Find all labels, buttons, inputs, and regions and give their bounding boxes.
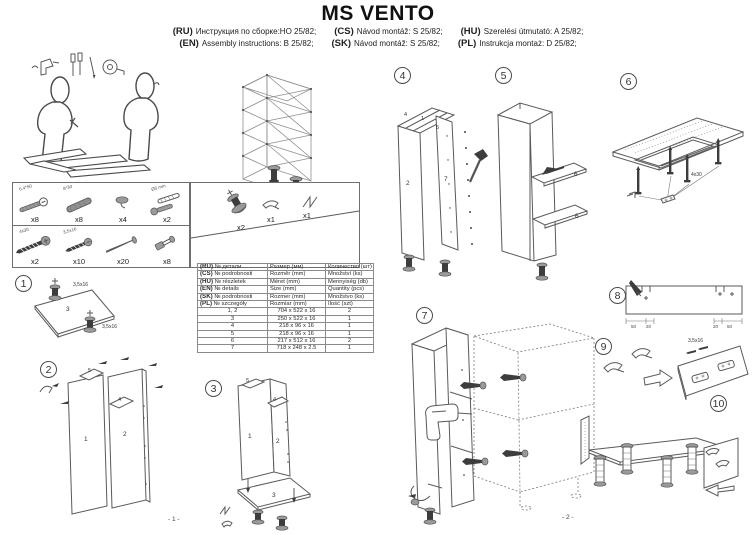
attach-arrow-icon	[706, 485, 734, 496]
table-cell: 4	[198, 323, 268, 330]
table-cell: 250 x 522 x 16	[268, 315, 326, 322]
table-cell: 218 x 96 x 16	[268, 323, 326, 330]
dim-value: 20	[713, 324, 719, 329]
dim-label: 6,4*50	[18, 183, 33, 192]
lang-en	[179, 38, 313, 49]
step-1-diagram	[28, 272, 198, 360]
hardware-qty: x8	[75, 215, 83, 224]
table-header-row	[198, 271, 374, 278]
step-5-diagram	[490, 85, 600, 285]
dim-label: 3,5x16	[62, 226, 77, 235]
screwdriver-icon	[71, 53, 82, 76]
step-6-badge: 6	[620, 73, 637, 90]
part-label: 6	[574, 171, 578, 178]
table-cell: 704 x 522 x 16	[268, 308, 326, 315]
table-cell: (SK) № podrobnosti	[198, 293, 268, 300]
table-cell: 1	[326, 330, 374, 337]
table-cell: (EN) № details	[198, 286, 268, 293]
table-cell: Mennyiség (db)	[326, 278, 374, 285]
hardware-item	[57, 226, 101, 267]
table-header-row	[198, 286, 374, 293]
table-cell: 218 x 96 x 16	[268, 330, 326, 337]
table-row	[198, 337, 374, 344]
wire-bracket-icon	[303, 197, 317, 207]
table-cell: Množství (ks)	[326, 271, 374, 278]
step-7-diagram	[398, 300, 598, 525]
step-2-diagram	[30, 356, 205, 526]
dim-value: 50	[631, 324, 637, 329]
part-label: 1	[421, 116, 425, 122]
table-row	[198, 323, 374, 330]
part-label: 2	[406, 180, 410, 187]
table-cell: Quantity (pcs)	[326, 286, 374, 293]
hardware-item	[101, 226, 145, 267]
table-cell: Množstvo (ks)	[326, 293, 374, 300]
lang-text: Návod montáž: S 25/82;	[356, 27, 443, 36]
lang-sk	[331, 38, 439, 49]
loose-qty: x1	[303, 211, 311, 220]
person-right	[124, 73, 159, 161]
adjustable-foot-icon	[424, 508, 436, 524]
page-title: MS VENTO	[321, 2, 435, 25]
frame-joints	[242, 74, 312, 159]
table-row	[198, 345, 374, 352]
table-cell: Rozmer (mm)	[268, 293, 326, 300]
screw-small-icon	[686, 346, 708, 354]
step-6-diagram	[605, 100, 750, 210]
hardware-box-row2	[12, 225, 190, 268]
table-cell: 6	[198, 337, 268, 344]
table-cell: 3	[198, 315, 268, 322]
lang-hu	[461, 26, 584, 37]
part-label: 3	[66, 306, 70, 313]
dim-label: 8*30	[62, 183, 73, 192]
table-cell: (CS) № podrobnosti	[198, 271, 268, 278]
table-cell: 1	[326, 315, 374, 322]
neighbor-cabinet-dashed	[474, 324, 594, 510]
loose-qty: x2	[237, 223, 245, 232]
part-label: 4	[404, 112, 408, 118]
table-cell: Rozměr (mm)	[268, 271, 326, 278]
step-3-badge: 3	[205, 380, 222, 397]
apply-arrow-icon	[644, 370, 672, 386]
table-cell: (RU) № детали	[198, 264, 268, 271]
plinth-clip-icon	[263, 201, 279, 209]
parts-table	[197, 263, 374, 353]
adjustable-foot-icon	[536, 263, 548, 280]
hardware-qty: x4	[119, 215, 127, 224]
wire-bracket-icon	[220, 507, 232, 527]
hardware-qty: x8	[163, 257, 171, 266]
part-label: 7	[444, 176, 448, 183]
part-label: 3	[272, 492, 276, 499]
shelf-sleeve-icon	[145, 229, 189, 257]
dim-label: 4x30	[18, 226, 30, 235]
step-1-badge: 1	[15, 275, 32, 292]
hardware-item	[145, 183, 189, 225]
lang-code: (RU)	[172, 26, 193, 37]
table-cell: 1	[326, 345, 374, 352]
lang-cs	[334, 26, 442, 37]
table-cell: 5	[198, 330, 268, 337]
hardware-item	[13, 226, 57, 267]
dim-label: Ø5 mm	[150, 183, 167, 192]
part-label: 6	[575, 213, 579, 220]
allen-key-icon	[40, 383, 59, 393]
loose-parts-box	[190, 182, 360, 268]
adjustable-foot-icon	[222, 186, 248, 216]
language-line-1	[0, 26, 756, 37]
table-row	[198, 308, 374, 315]
lang-text: Návod montáž: S 25/82;	[353, 39, 440, 48]
lang-code: (EN)	[179, 38, 199, 49]
cabinet-frame-overview	[213, 55, 348, 190]
hardware-qty: x10	[72, 257, 86, 266]
corner-bracket-icon	[627, 192, 675, 203]
table-cell: Ilość (szt)	[326, 300, 374, 307]
dim-value: 20	[646, 324, 652, 329]
table-cell: 718 x 248 x 2.5	[268, 345, 326, 352]
hardware-qty: x8	[31, 215, 39, 224]
loose-qty: x1	[267, 215, 275, 224]
screw-spec-label: 3,5x16	[102, 324, 118, 330]
hardware-qty: x2	[163, 215, 171, 224]
people-illustration	[8, 42, 198, 180]
hardware-item	[57, 183, 101, 225]
hardware-box-row1	[12, 182, 190, 226]
wooden-dowel-icon	[57, 187, 101, 217]
step-4-diagram	[392, 88, 494, 278]
step-3-diagram	[198, 372, 363, 535]
screw-spec-label: 3,5x16	[688, 338, 704, 344]
pencil-icon	[90, 57, 96, 79]
lang-ru	[173, 26, 317, 37]
hardware-qty: x20	[116, 257, 130, 266]
lang-text: Instrukcja montaż: D 25/82;	[479, 39, 577, 48]
lang-code: (PL)	[457, 38, 477, 49]
table-header-row	[198, 293, 374, 300]
hardware-item	[101, 183, 145, 225]
table-header-row	[198, 278, 374, 285]
lang-pl	[458, 38, 577, 49]
table-header-row	[198, 264, 374, 271]
hardware-qty: x2	[31, 257, 39, 266]
table-cell: 217 x 512 x 16	[268, 337, 326, 344]
part-label: 5	[436, 125, 440, 131]
table-cell: Количество (шт)	[326, 264, 374, 271]
step-8-diagram	[620, 278, 750, 336]
part-label: 5	[88, 368, 92, 374]
screw-spec-label: 4x30	[691, 172, 702, 178]
table-cell: 2	[326, 308, 374, 315]
hardware-item	[13, 183, 57, 225]
part-label: 5	[246, 378, 250, 384]
lang-code: (CS)	[334, 26, 354, 37]
adjustable-foot-icon	[403, 255, 451, 276]
step-10-diagram	[578, 388, 756, 523]
lang-code: (SK)	[331, 38, 351, 49]
squiggle-icon	[32, 66, 38, 68]
table-cell: Rozmiar (mm)	[268, 300, 326, 307]
cam-knob-icon	[101, 187, 145, 217]
table-header-row	[198, 300, 374, 307]
part-label: 4	[273, 397, 277, 403]
step-10-badge: 10	[710, 395, 727, 412]
lang-text: Assembly instructions: B 25/82;	[201, 39, 314, 48]
dimension-lines	[626, 318, 742, 324]
step-5-badge: 5	[495, 67, 512, 84]
table-cell: 1	[326, 323, 374, 330]
part-label: 1	[84, 436, 88, 443]
step-4-badge: 4	[394, 67, 411, 84]
table-cell: 7	[198, 345, 268, 352]
part-label: 2	[123, 431, 127, 438]
dim-value: 50	[727, 324, 733, 329]
step-7-badge: 7	[416, 307, 433, 324]
step-2-badge: 2	[40, 361, 57, 378]
drill-icon	[41, 59, 59, 75]
table-cell: (HU) № részletek	[198, 278, 268, 285]
table-row	[198, 315, 374, 322]
tools-icons	[32, 53, 124, 79]
table-row	[198, 330, 374, 337]
mark-crosses	[644, 292, 734, 300]
part-label: 4	[118, 397, 122, 403]
page-number-left: - 1 -	[168, 516, 180, 523]
table-cell: Размер (мм)	[268, 264, 326, 271]
hardware-item	[145, 226, 189, 267]
adjustable-foot-icon	[252, 510, 288, 530]
tape-measure-icon	[103, 60, 124, 75]
nail-icon	[101, 229, 145, 257]
step-9-badge: 9	[595, 338, 612, 355]
lang-text: Инструкция по сборке:HO 25/82;	[195, 27, 317, 36]
adjustable-foot-icon	[49, 278, 61, 300]
part-label: 2	[276, 438, 280, 445]
lang-text: Szerelési útmutató: A 25/82;	[483, 27, 584, 36]
part-label: 1	[248, 433, 252, 440]
lang-code: (HU)	[460, 26, 481, 37]
table-cell: 2	[326, 337, 374, 344]
table-cell: Size (mm)	[268, 286, 326, 293]
step-8-badge: 8	[609, 287, 626, 304]
table-cell: (PL) № szczegóły	[198, 300, 268, 307]
table-cell: Méret (mm)	[268, 278, 326, 285]
pencil-icon	[629, 280, 642, 296]
hammer-icon	[470, 149, 488, 182]
table-cell: 1, 2	[198, 308, 268, 315]
screw-spec-label: 3,5x16	[73, 282, 89, 288]
plinth-clip-icon	[604, 349, 652, 372]
page-number-right: - 2 -	[562, 514, 574, 521]
